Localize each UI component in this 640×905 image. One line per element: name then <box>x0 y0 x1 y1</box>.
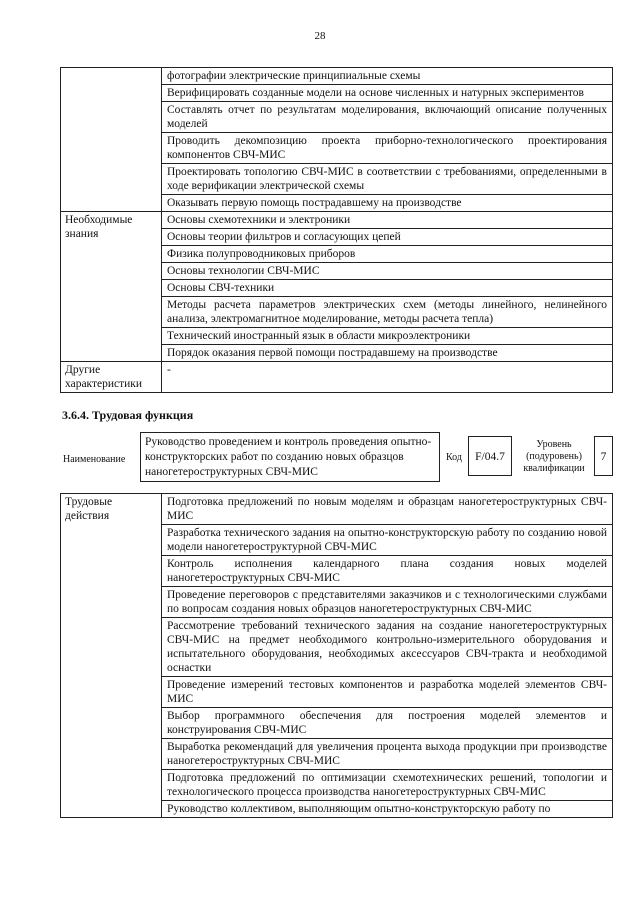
qualification-level: 7 <box>594 436 613 476</box>
row-item: Физика полупроводниковых приборов <box>162 246 613 263</box>
function-code: F/04.7 <box>468 436 512 476</box>
row-item: Выработка рекомендаций для увеличения процента выхода продукции при производстве наногетероструктурных СВЧ-МИС <box>162 739 613 770</box>
row-label: Необходимые знания <box>61 212 162 362</box>
row-label <box>61 68 162 212</box>
row-item: - <box>162 362 613 393</box>
row-item: Выбор программного обеспечения для построения моделей элементов и конструирования СВЧ-МИС <box>162 708 613 739</box>
row-item: Методы расчета параметров электрических схем (методы линейного, нелинейного анализа, электромагнитное моделирование, методы расчета тепла) <box>162 297 613 328</box>
code-label: Код <box>446 452 462 463</box>
page-number: 28 <box>314 30 326 42</box>
row-item: Подготовка предложений по новым моделям и образцам наногетероструктурных СВЧ-МИС <box>162 494 613 525</box>
table-row <box>61 68 613 85</box>
row-item: Оказывать первую помощь пострадавшему на производстве <box>162 195 613 212</box>
row-item: Технический иностранный язык в области микроэлектроники <box>162 328 613 345</box>
row-item: Основы теории фильтров и согласующих цепей <box>162 229 613 246</box>
name-label: Наименование <box>63 454 126 465</box>
row-item: Порядок оказания первой помощи пострадавшему на производстве <box>162 345 613 362</box>
row-item: Основы технологии СВЧ-МИС <box>162 263 613 280</box>
row-item: Рассмотрение требований технического задания на создание наногетероструктурных СВЧ-МИС на предмет необходимого контрольно-измерительного оборудования и испытательного оборудования, необходимых аксессуаров СВЧ-тракта и необходимой оснастки <box>162 618 613 677</box>
row-item: Руководство коллективом, выполняющим опытно-конструкторскую работу по <box>162 801 613 818</box>
section-title: 3.6.4. Трудовая функция <box>62 408 194 422</box>
row-item: Контроль исполнения календарного плана создания новых моделей наногетероструктурных СВЧ-МИС <box>162 556 613 587</box>
table-row <box>61 212 613 229</box>
table-row <box>61 362 613 393</box>
row-item: Проведение переговоров с представителями заказчиков и с технологическими службами по вопросам создания новых образцов наногетероструктурных СВЧ-МИС <box>162 587 613 618</box>
row-label: Трудовые действия <box>61 494 162 818</box>
skills-knowledge-table <box>60 67 613 393</box>
row-item: Проектировать топологию СВЧ-МИС в соответствии с требованиями, определенными в ходе верификации электрической схемы <box>162 164 613 195</box>
table-row <box>61 494 613 525</box>
labor-function-header <box>0 432 640 482</box>
row-item: Составлять отчет по результатам моделирования, включающий описание полученных моделей <box>162 102 613 133</box>
row-item: Основы схемотехники и электроники <box>162 212 613 229</box>
row-item: Подготовка предложений по оптимизации схемотехнических решений, топологии и технологического процесса производства наногетероструктурных СВЧ-МИС <box>162 770 613 801</box>
row-item: Разработка технического задания на опытно-конструкторскую работу по созданию новой модели наногетероструктурной СВЧ-МИС <box>162 525 613 556</box>
row-item: Проведение измерений тестовых компонентов и разработка моделей элементов СВЧ-МИС <box>162 677 613 708</box>
row-item: Основы СВЧ-техники <box>162 280 613 297</box>
row-item: Проводить декомпозицию проекта приборно-технологического проектирования компонентов СВЧ-МИС <box>162 133 613 164</box>
row-label: Другие характеристики <box>61 362 162 393</box>
function-name: Руководство проведением и контроль проведения опытно-конструкторских работ по созданию новых образцов наногетероструктурных СВЧ-МИС <box>140 432 440 482</box>
row-item: Верифицировать созданные модели на основе численных и натурных экспериментов <box>162 85 613 102</box>
labor-actions-table <box>60 493 613 818</box>
level-label: Уровень (подуровень) квалификации <box>523 439 585 474</box>
row-item: фотографии электрические принципиальные схемы <box>162 68 613 85</box>
